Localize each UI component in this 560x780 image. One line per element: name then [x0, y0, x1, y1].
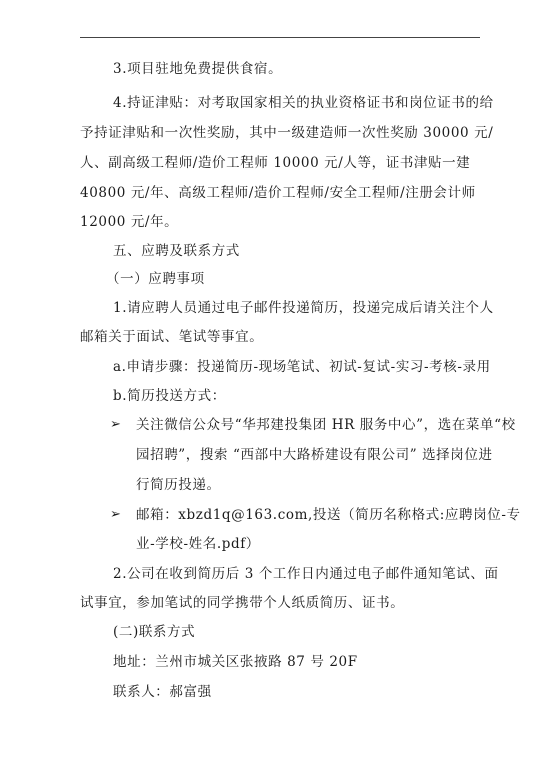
subsection-heading-contact: (二)联系方式: [113, 624, 196, 640]
contact-address: 地址：兰州市城关区张掖路 87 号 20F: [113, 654, 358, 670]
paragraph-notification-line1: 2.公司在收到简历后 3 个工作日内通过电子邮件通知笔试、面: [113, 566, 499, 582]
wechat-method-line2: 园招聘”，搜索 “西部中大路桥建设有限公司” 选择岗位进: [136, 447, 493, 463]
paragraph-certificate-allowance-line4: 40800 元/年、高级工程师/造价工程师/安全工程师/注册会计师: [80, 185, 476, 201]
section-heading-application-contact: 五、应聘及联系方式: [113, 243, 240, 259]
wechat-method-line3: 行简历投递。: [136, 477, 221, 493]
paragraph-certificate-allowance-line3: 人、副高级工程师/造价工程师 10000 元/人等，证书津贴一建: [80, 155, 471, 171]
application-steps: a.申请步骤：投递简历-现场笔试、初试-复试-实习-考核-录用: [113, 359, 491, 375]
contact-person: 联系人：郝富强: [113, 684, 212, 700]
paragraph-notification-line2: 试事宜，参加笔试的同学携带个人纸质简历、证书。: [80, 595, 405, 611]
paragraph-email-resume-line2: 邮箱关于面试、笔试等事宜。: [80, 329, 264, 345]
bullet-arrow-icon: ➢: [110, 417, 121, 432]
paragraph-accommodation: 3.项目驻地免费提供食宿。: [113, 61, 283, 77]
email-method-line2: 业-学校-姓名.pdf）: [136, 536, 260, 552]
email-method-line1: 邮箱：xbzd1q@163.com,投送（简历名称格式:应聘岗位-专: [136, 507, 521, 523]
paragraph-certificate-allowance-line2: 予持证津贴和一次性奖励，其中一级建造师一次性奖励 30000 元/: [80, 125, 494, 141]
subsection-heading-application: （一）应聘事项: [106, 271, 205, 287]
resume-submission-methods: b.简历投送方式：: [113, 388, 226, 404]
wechat-method-line1: 关注微信公众号“华邦建投集团 HR 服务中心”，选在菜单“校: [136, 417, 516, 433]
header-divider: [80, 37, 480, 38]
paragraph-certificate-allowance-line5: 12000 元/年。: [80, 214, 179, 230]
paragraph-email-resume-line1: 1.请应聘人员通过电子邮件投递简历，投递完成后请关注个人: [113, 300, 494, 316]
bullet-arrow-icon: ➢: [110, 507, 121, 522]
paragraph-certificate-allowance-line1: 4.持证津贴：对考取国家相关的执业资格证书和岗位证书的给: [113, 95, 494, 111]
